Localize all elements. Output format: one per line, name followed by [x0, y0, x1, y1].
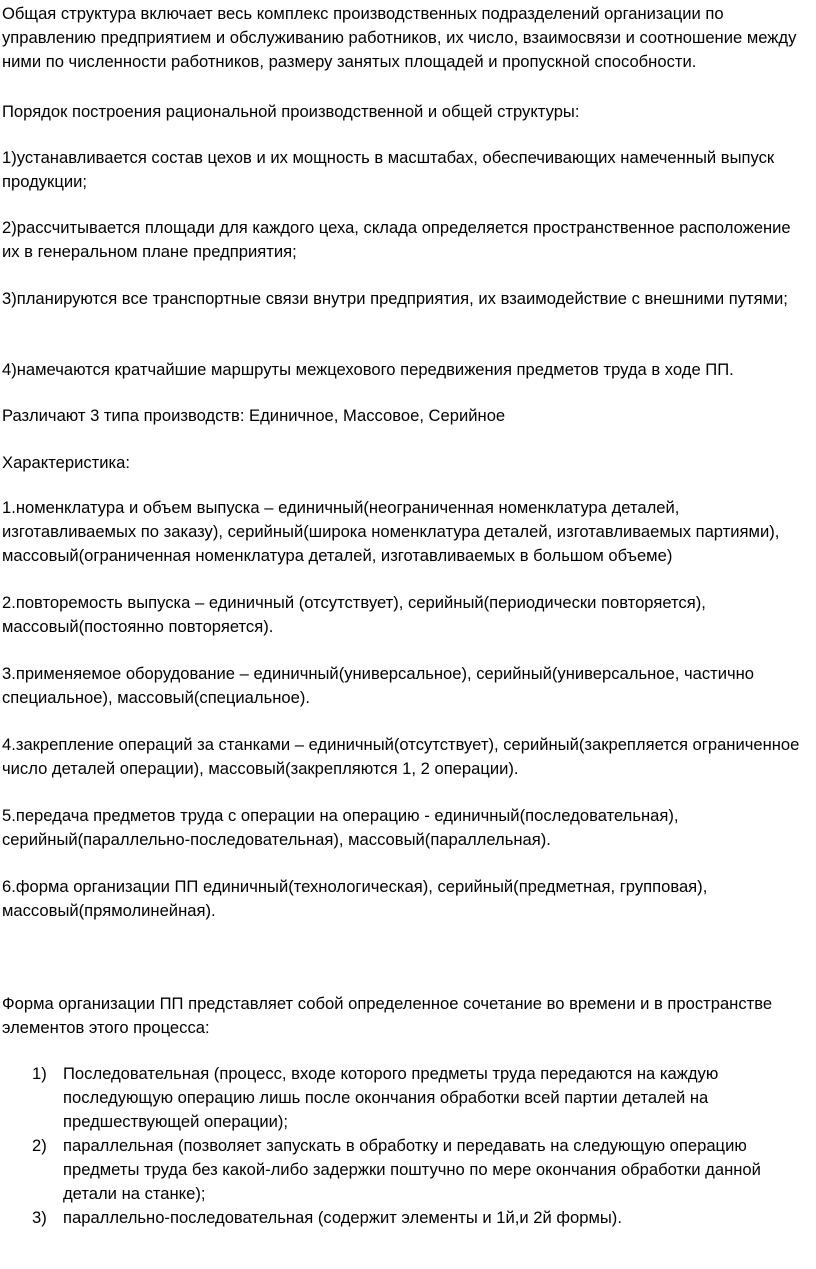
intro-paragraph: Общая структура включает весь комплекс производственных подразделений организации по управлению предприятием и обслуживанию работников, их число, взаимосвязи и соотношение между ними по численности работников, размеру занятых площадей и пропускной способности. — [2, 4, 797, 71]
list-item — [0, 1062, 793, 1134]
list-item — [0, 1134, 793, 1206]
list-item-number: 3) — [32, 1208, 47, 1227]
characteristic-item: 5.передача предметов труда с операции на операцию - единичный(последовательная), серийный(параллельно-последовательная), массовый(параллельная). — [2, 806, 679, 849]
step-item: 3)планируются все транспортные связи внутри предприятия, их взаимодействие с внешними путями; — [2, 289, 788, 308]
process-forms-list — [0, 1062, 816, 1230]
list-item-number: 2) — [32, 1136, 47, 1155]
order-heading: Порядок построения рациональной производственной и общей структуры: — [2, 102, 580, 121]
characteristic-item: 4.закрепление операций за станками – единичный(отсутствует), серийный(закрепляется ограниченное число деталей операции), массовый(закрепляются 1, 2 операции). — [2, 735, 800, 778]
process-form-paragraph: Форма организации ПП представляет собой определенное сочетание во времени и в пространстве элементов этого процесса: — [2, 994, 773, 1037]
characteristic-item: 3.применяемое оборудование – единичный(универсальное), серийный(универсальное, частично специальное), массовый(специальное). — [2, 664, 755, 707]
list-item-text: параллельная (позволяет запускать в обработку и передавать на следующую операцию предметы труда без какой-либо задержки поштучно по мере окончания обработки данной детали на станке); — [63, 1136, 761, 1203]
step-item: 2)рассчитывается площади для каждого цеха, склада определяется пространственное расположение их в генеральном плане предприятия; — [2, 218, 791, 261]
characteristic-item: 1.номенклатура и объем выпуска – единичный(неограниченная номенклатура деталей, изготавливаемых по заказу), серийный(широка номенклатура деталей, изготавливаемых партиями), массовый(ограниченная номенклатура деталей, изготавливаемых в большом объеме) — [2, 498, 780, 565]
production-types-line: Различают 3 типа производств: Единичное, Массовое, Серийное — [2, 406, 506, 425]
characteristics-heading: Характеристика: — [2, 453, 130, 472]
list-item-text: Последовательная (процесс, входе которого предметы труда передаются на каждую последующую операцию лишь после окончания обработки всей партии деталей на предшествующей операции); — [63, 1064, 719, 1131]
list-item-number: 1) — [32, 1064, 47, 1083]
list-item-text: параллельно-последовательная (содержит элементы и 1й,и 2й формы). — [63, 1208, 622, 1227]
characteristic-item: 6.форма организации ПП единичный(технологическая), серийный(предметная, групповая), массовый(прямолинейная). — [2, 877, 708, 920]
characteristic-item: 2.повторемость выпуска – единичный (отсутствует), серийный(периодически повторяется), массовый(постоянно повторяется). — [2, 593, 706, 636]
step-item: 1)устанавливается состав цехов и их мощность в масштабах, обеспечивающих намеченный выпуск продукции; — [2, 148, 775, 191]
list-item — [0, 1206, 793, 1230]
step-item: 4)намечаются кратчайшие маршруты межцехового передвижения предметов труда в ходе ПП. — [2, 360, 734, 379]
